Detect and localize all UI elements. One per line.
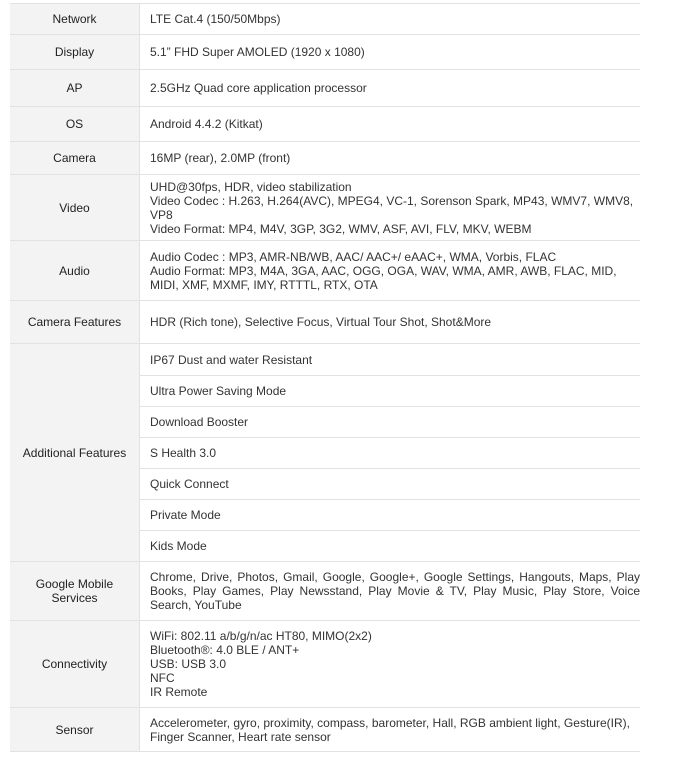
spec-row [10,562,640,621]
spec-value-line: 16MP (rear), 2.0MP (front) [150,151,291,165]
spec-value-line: Video Codec : H.263, H.264(AVC), MPEG4, VC-1, Sorenson Spark, MP43, WMV7, WMV8, VP8 [150,193,637,222]
spec-label-os: OS [10,107,140,142]
spec-value-camera [140,142,641,175]
spec-row [10,708,640,752]
spec-row [10,301,640,344]
spec-row [10,70,640,107]
spec-value-sensor [140,708,641,752]
spec-value-display [140,35,641,70]
spec-label-connectivity: Connectivity [10,621,140,708]
spec-row [10,4,640,35]
spec-label-sensor: Sensor [10,708,140,752]
spec-label-video: Video [10,175,140,241]
spec-value-video [140,175,641,241]
spec-value-audio [140,241,641,301]
spec-label-additional-features: Additional Features [10,344,140,562]
spec-sub-row [10,344,640,376]
spec-value-line: WiFi: 802.11 a/b/g/n/ac HT80, MIMO(2x2) [150,629,372,643]
spec-label-google-mobile-services: Google Mobile Services [10,562,140,621]
spec-value-additional-features-item: Download Booster [140,407,641,438]
spec-value-google-mobile-services [140,562,644,621]
spec-value-additional-features-item: Ultra Power Saving Mode [140,376,641,407]
spec-row [10,175,640,241]
spec-row [10,107,640,142]
spec-value-network [140,4,641,35]
spec-label-ap: AP [10,70,140,107]
spec-value-line: 2.5GHz Quad core application processor [150,81,367,95]
spec-value-line: Android 4.4.2 (Kitkat) [150,117,263,131]
spec-value-os [140,107,641,142]
spec-label-camera-features: Camera Features [10,301,140,344]
spec-value-line: NFC [150,671,175,685]
spec-value-additional-features-item: S Health 3.0 [140,438,641,469]
spec-value-line: IR Remote [150,685,208,699]
spec-table-body [10,4,644,752]
spec-value-line: Video Format: MP4, M4V, 3GP, 3G2, WMV, ASF, AVI, FLV, MKV, WEBM [150,221,532,236]
spec-value-line: USB: USB 3.0 [150,657,227,671]
spec-row [10,142,640,175]
spec-value-additional-features-item: Kids Mode [140,531,641,562]
spec-value-line: HDR (Rich tone), Selective Focus, Virtual Tour Shot, Shot&More [150,315,492,329]
spec-value-line: UHD@30fps, HDR, video stabilization [150,179,352,194]
spec-value-ap [140,70,641,107]
spec-value-line: Audio Format: MP3, M4A, 3GA, AAC, OGG, OGA, WAV, WMA, AMR, AWB, FLAC, MID, MIDI, XMF, MXMF, IMY, RTTTL, RTX, OTA [150,263,620,292]
spec-value-connectivity [140,621,641,708]
spec-row [10,241,640,301]
spec-value-line: Bluetooth®: 4.0 BLE / ANT+ [150,643,300,657]
spec-label-audio: Audio [10,241,140,301]
spec-label-network: Network [10,4,140,35]
spec-value-line: 5.1” FHD Super AMOLED (1920 x 1080) [150,45,365,59]
spec-row [10,621,640,708]
spec-label-display: Display [10,35,140,70]
spec-value-line: Audio Codec : MP3, AMR-NB/WB, AAC/ AAC+/ eAAC+, WMA, Vorbis, FLAC [150,249,557,264]
spec-value-camera-features [140,301,641,344]
spec-value-line: LTE Cat.4 (150/50Mbps) [150,12,281,26]
spec-value-line: Accelerometer, gyro, proximity, compass, barometer, Hall, RGB ambient light, Gesture(IR), Finger Scanner, Heart rate sensor [150,715,634,744]
spec-label-camera: Camera [10,142,140,175]
spec-value-additional-features-item: Private Mode [140,500,641,531]
spec-value-additional-features-item: Quick Connect [140,469,641,500]
spec-value-additional-features-item: IP67 Dust and water Resistant [140,344,641,376]
spec-row [10,35,640,70]
spec-value-line: Chrome, Drive, Photos, Gmail, Google, Google+, Google Settings, Hangouts, Maps, Play Books, Play Games, Play Newsstand, Play Movie & TV, Play Music, Play Store, Voice Search, YouTube [150,570,644,612]
spec-table [10,3,644,752]
